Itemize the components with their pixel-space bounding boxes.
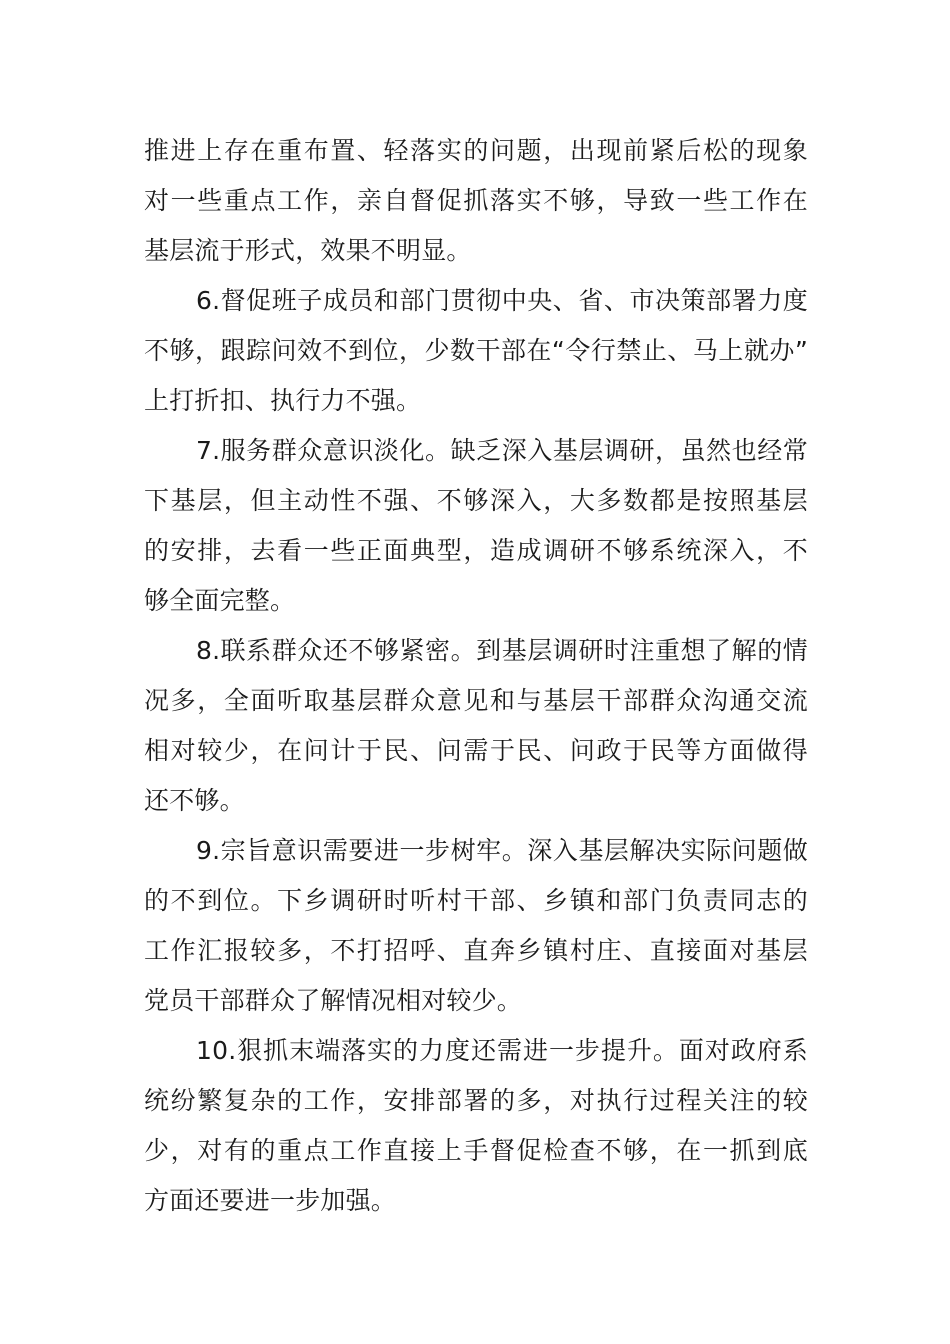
text-line: 的不到位。下乡调研时听村干部、乡镇和部门负责同志的 [144, 886, 808, 915]
text-line: 10.狠抓末端落实的力度还需进一步提升。面对政府系 [196, 1036, 808, 1065]
document-body [144, 126, 808, 1226]
text-line: 6.督促班子成员和部门贯彻中央、省、市决策部署力度 [196, 286, 808, 315]
text-line: 相对较少，在问计于民、问需于民、问政于民等方面做得 [144, 736, 808, 765]
paragraph-item-8 [144, 626, 808, 826]
text-line: 8.联系群众还不够紧密。到基层调研时注重想了解的情 [196, 636, 808, 665]
text-line: 9.宗旨意识需要进一步树牢。深入基层解决实际问题做 [196, 836, 808, 865]
text-line: 基层流于形式，效果不明显。 [144, 236, 472, 265]
paragraph-item-7 [144, 426, 808, 626]
text-line: 工作汇报较多，不打招呼、直奔乡镇村庄、直接面对基层 [144, 936, 808, 965]
paragraph-item-10 [144, 1026, 808, 1226]
text-line: 不够，跟踪问效不到位，少数干部在“令行禁止、马上就办” [144, 336, 808, 365]
paragraph-continuation [144, 126, 808, 276]
text-line: 上打折扣、执行力不强。 [144, 386, 422, 415]
text-line: 7.服务群众意识淡化。缺乏深入基层调研，虽然也经常 [196, 436, 808, 465]
paragraph-item-9 [144, 826, 808, 1026]
text-line: 对一些重点工作，亲自督促抓落实不够，导致一些工作在 [144, 186, 808, 215]
text-line: 的安排，去看一些正面典型，造成调研不够系统深入，不 [144, 536, 808, 565]
text-line: 方面还要进一步加强。 [144, 1186, 397, 1215]
text-line: 够全面完整。 [144, 586, 296, 615]
text-line: 统纷繁复杂的工作，安排部署的多，对执行过程关注的较 [144, 1086, 808, 1115]
text-line: 况多，全面听取基层群众意见和与基层干部群众沟通交流 [144, 686, 808, 715]
text-line: 还不够。 [144, 786, 245, 815]
text-line: 少，对有的重点工作直接上手督促检查不够，在一抓到底 [144, 1136, 808, 1165]
text-line: 下基层，但主动性不强、不够深入，大多数都是按照基层 [144, 486, 808, 515]
text-line: 党员干部群众了解情况相对较少。 [144, 986, 523, 1015]
text-line: 推进上存在重布置、轻落实的问题，出现前紧后松的现象 [144, 136, 808, 165]
paragraph-item-6 [144, 276, 808, 426]
